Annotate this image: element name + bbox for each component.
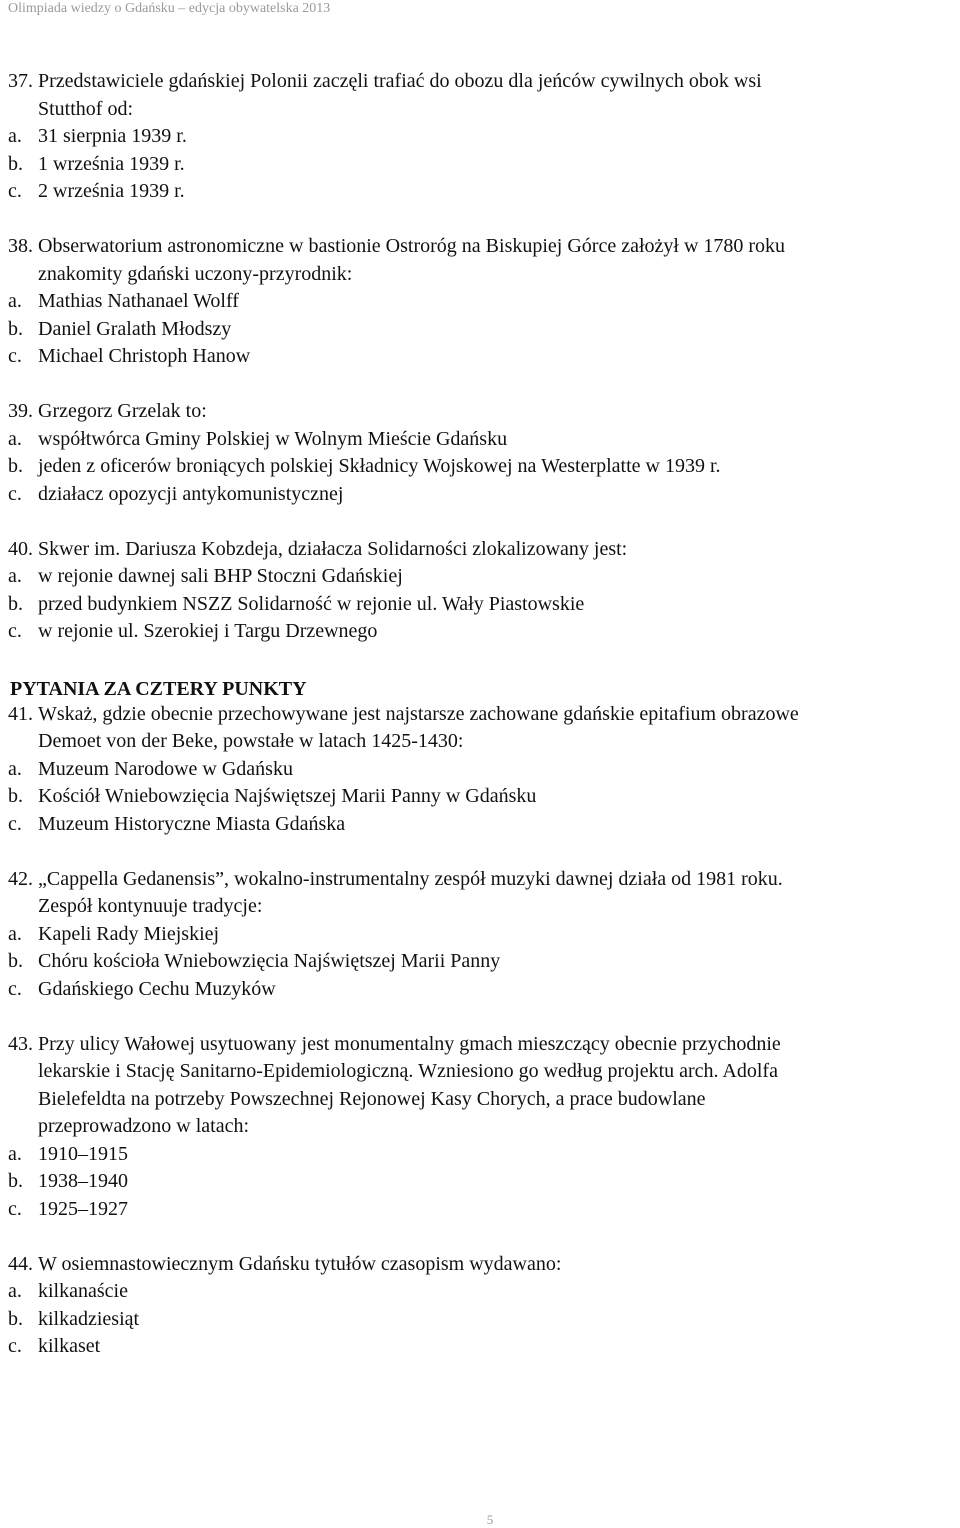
answer-option xyxy=(8,288,952,316)
question-text: znakomity gdański uczony-przyrodnik: xyxy=(38,262,353,285)
question-text: lekarskie i Stację Sanitarno-Epidemiologiczną. Wzniesiono go według projektu arch. Adolfa xyxy=(38,1060,778,1082)
question-block xyxy=(8,701,952,839)
option-text: w rejonie dawnej sali BHP Stoczni Gdańskiej xyxy=(38,565,403,587)
answer-option xyxy=(8,563,952,591)
option-letter: c. xyxy=(8,620,22,642)
question-stem xyxy=(8,701,952,729)
option-text: Mathias Nathanael Wolff xyxy=(38,290,239,312)
option-text: Daniel Gralath Młodszy xyxy=(38,317,232,340)
answer-option xyxy=(8,618,952,646)
option-text: Muzeum Historyczne Miasta Gdańska xyxy=(38,812,346,835)
question-stem-continued xyxy=(8,1086,952,1114)
question-number: 43. xyxy=(8,1032,33,1055)
option-text: działacz opozycji antykomunistycznej xyxy=(38,482,344,505)
option-letter: b. xyxy=(8,152,23,175)
question-stem xyxy=(8,68,952,96)
option-text: Chóru kościoła Wniebowzięcia Najświętszej Marii Panny xyxy=(38,950,501,972)
option-text: w rejonie ul. Szerokiej i Targu Drzewnego xyxy=(38,620,378,642)
question-stem xyxy=(8,1251,952,1279)
answer-option xyxy=(8,783,952,811)
option-text: kilkadziesiąt xyxy=(38,1307,140,1330)
option-letter: a. xyxy=(8,125,22,147)
answer-option xyxy=(8,591,952,619)
question-number: 41. xyxy=(8,702,33,725)
question-block xyxy=(8,398,952,508)
question-block xyxy=(8,536,952,646)
option-letter: c. xyxy=(8,180,22,202)
answer-option xyxy=(8,178,952,206)
section-title: PYTANIA ZA CZTERY PUNKTY xyxy=(10,678,307,700)
answer-option xyxy=(8,343,952,371)
option-letter: b. xyxy=(8,455,23,477)
answer-option xyxy=(8,1196,952,1224)
question-stem-continued xyxy=(8,96,952,124)
question-text: Stutthof od: xyxy=(38,97,134,120)
answer-option xyxy=(8,976,952,1004)
question-number: 38. xyxy=(8,235,33,257)
answer-option xyxy=(8,948,952,976)
answer-option xyxy=(8,811,952,839)
answer-option xyxy=(8,316,952,344)
answer-option xyxy=(8,151,952,179)
spacer xyxy=(8,838,952,866)
option-text: 1910–1915 xyxy=(38,1142,128,1165)
question-text: Wskaż, gdzie obecnie przechowywane jest najstarsze zachowane gdańskie epitafium obrazowe xyxy=(38,702,799,725)
option-letter: a. xyxy=(8,757,22,780)
answer-option xyxy=(8,481,952,509)
question-text: W osiemnastowiecznym Gdańsku tytułów czasopism wydawano: xyxy=(38,1252,562,1275)
page-number: 5 xyxy=(486,1512,494,1527)
option-letter: b. xyxy=(8,317,23,340)
option-text: Michael Christoph Hanow xyxy=(38,345,251,367)
question-number: 39. xyxy=(8,400,33,422)
option-letter: c. xyxy=(8,482,22,505)
question-block xyxy=(8,1031,952,1224)
option-letter: b. xyxy=(8,1170,23,1192)
question-stem xyxy=(8,1031,952,1059)
option-text: jeden z oficerów broniących polskiej Składnicy Wojskowej na Westerplatte w 1939 r. xyxy=(38,455,721,477)
option-letter: b. xyxy=(8,1307,23,1330)
option-text: 2 września 1939 r. xyxy=(38,180,185,202)
question-text: „Cappella Gedanensis”, wokalno-instrumentalny zespół muzyki dawnej działa od 1981 roku. xyxy=(38,867,783,890)
answer-option xyxy=(8,1278,952,1306)
option-letter: b. xyxy=(8,785,23,807)
option-text: kilkaset xyxy=(38,1335,101,1357)
answer-option xyxy=(8,921,952,949)
question-text: Przy ulicy Wałowej usytuowany jest monumentalny gmach mieszczący obecnie przychodnie xyxy=(38,1032,781,1055)
option-text: Gdańskiego Cechu Muzyków xyxy=(38,977,276,1000)
option-letter: c. xyxy=(8,345,22,367)
question-number: 44. xyxy=(8,1252,33,1275)
question-text: Zespół kontynuuje tradycje: xyxy=(38,895,263,917)
question-block xyxy=(8,1251,952,1361)
option-letter: b. xyxy=(8,950,23,972)
option-letter: c. xyxy=(8,1197,22,1220)
question-text: Grzegorz Grzelak to: xyxy=(38,400,207,422)
option-letter: a. xyxy=(8,1142,22,1165)
question-number: 37. xyxy=(8,70,33,92)
answer-option xyxy=(8,1306,952,1334)
question-text: Demoet von der Beke, powstałe w latach 1425-1430: xyxy=(38,730,464,752)
question-stem-continued xyxy=(8,893,952,921)
answer-option xyxy=(8,123,952,151)
answer-option xyxy=(8,426,952,454)
question-stem-continued xyxy=(8,261,952,289)
option-letter: c. xyxy=(8,1335,22,1357)
option-letter: a. xyxy=(8,922,22,945)
answer-option xyxy=(8,1141,952,1169)
question-stem-continued xyxy=(8,1058,952,1086)
question-text: Skwer im. Dariusza Kobzdeja, działacza Solidarności zlokalizowany jest: xyxy=(38,537,628,560)
question-text: przeprowadzono w latach: xyxy=(38,1115,250,1137)
option-text: 1938–1940 xyxy=(38,1170,128,1192)
spacer xyxy=(8,1003,952,1031)
answer-option xyxy=(8,453,952,481)
answer-option xyxy=(8,1333,952,1361)
spacer xyxy=(8,371,952,399)
answer-option xyxy=(8,756,952,784)
question-block xyxy=(8,233,952,371)
option-text: współtwórca Gminy Polskiej w Wolnym Mieście Gdańsku xyxy=(38,427,508,450)
question-number: 40. xyxy=(8,537,33,560)
option-text: Kościół Wniebowzięcia Najświętszej Marii Panny w Gdańsku xyxy=(38,785,537,807)
spacer xyxy=(8,1223,952,1251)
question-stem-continued xyxy=(8,1113,952,1141)
option-text: kilkanaście xyxy=(38,1280,128,1302)
question-stem xyxy=(8,233,952,261)
option-text: Kapeli Rady Miejskiej xyxy=(38,922,220,945)
answer-option xyxy=(8,1168,952,1196)
spacer xyxy=(8,646,952,674)
question-list xyxy=(8,68,952,1361)
option-text: 31 sierpnia 1939 r. xyxy=(38,125,187,147)
option-text: Muzeum Narodowe w Gdańsku xyxy=(38,757,293,780)
question-number: 42. xyxy=(8,867,33,890)
question-text: Bielefeldta na potrzeby Powszechnej Rejonowej Kasy Chorych, a prace budowlane xyxy=(38,1087,706,1110)
option-letter: c. xyxy=(8,977,22,1000)
option-letter: a. xyxy=(8,565,22,587)
option-text: 1925–1927 xyxy=(38,1197,128,1220)
option-letter: a. xyxy=(8,290,22,312)
option-letter: b. xyxy=(8,592,23,615)
question-stem xyxy=(8,536,952,564)
option-letter: c. xyxy=(8,812,22,835)
question-stem xyxy=(8,866,952,894)
option-letter: a. xyxy=(8,427,22,450)
page-header: Olimpiada wiedzy o Gdańsku – edycja obywatelska 2013 xyxy=(8,1,331,16)
question-text: Obserwatorium astronomiczne w bastionie Ostroróg na Biskupiej Górce założył w 1780 roku xyxy=(38,235,786,257)
question-block xyxy=(8,68,952,206)
question-text: Przedstawiciele gdańskiej Polonii zaczęli trafiać do obozu dla jeńców cywilnych obok wsi xyxy=(38,70,762,92)
question-stem-continued xyxy=(8,728,952,756)
option-letter: a. xyxy=(8,1280,22,1302)
option-text: przed budynkiem NSZZ Solidarność w rejonie ul. Wały Piastowskie xyxy=(38,592,585,615)
question-block xyxy=(8,866,952,1004)
question-stem xyxy=(8,398,952,426)
spacer xyxy=(8,206,952,234)
spacer xyxy=(8,508,952,536)
option-text: 1 września 1939 r. xyxy=(38,152,185,175)
